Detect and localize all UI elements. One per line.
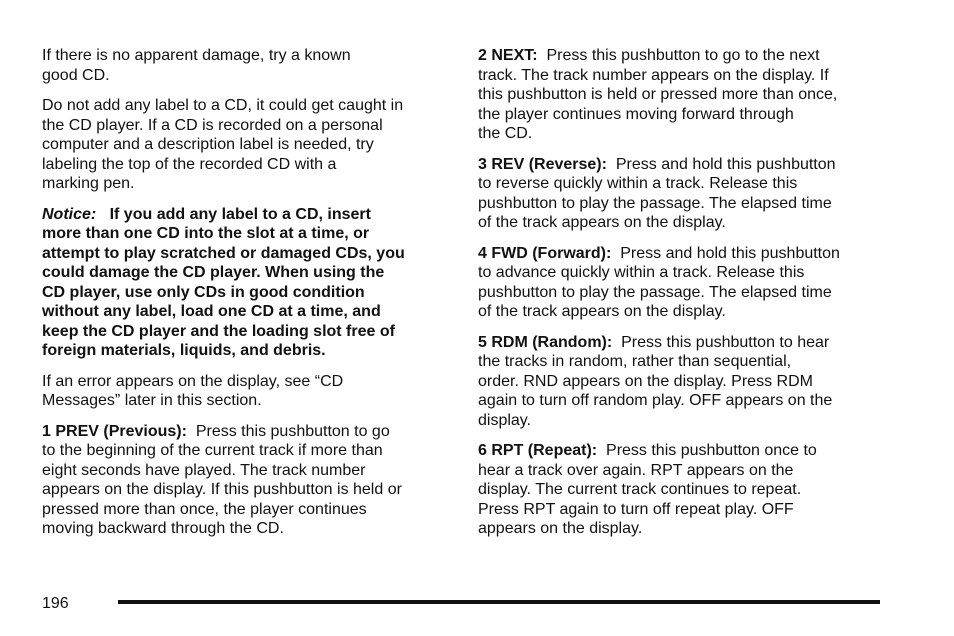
notice-text: If you add any label to a CD, insert — [109, 205, 371, 223]
rpt-text: Press this pushbutton once to — [606, 442, 817, 459]
text-line: Do not add any label to a CD, it could get caught in — [42, 97, 404, 114]
paragraph-prev — [42, 422, 442, 539]
notice-paragraph — [42, 205, 442, 361]
text-line — [478, 46, 888, 66]
text-line: to the beginning of the current track if more than — [42, 442, 383, 459]
right-column — [478, 46, 888, 550]
text-line: the tracks in random, rather than sequential, — [478, 353, 792, 370]
notice-label: Notice: — [42, 205, 97, 223]
paragraph-rpt — [478, 441, 888, 539]
text-line — [42, 205, 442, 225]
rdm-label: 5 RDM (Random): — [478, 333, 613, 351]
text-line: appears on the display. If this pushbutton is held or — [42, 481, 402, 498]
text-line: the CD player. If a CD is recorded on a personal — [42, 116, 383, 134]
paragraph-known-good-cd — [42, 46, 442, 85]
text-line: pressed more than once, the player continues — [42, 500, 367, 518]
text-line: this pushbutton is held or pressed more than once, — [478, 86, 838, 103]
text-line: eight seconds have played. The track number — [42, 461, 366, 479]
fwd-label: 4 FWD (Forward): — [478, 244, 612, 262]
paragraph-rev — [478, 155, 888, 233]
left-column — [42, 46, 442, 550]
text-line: could damage the CD player. When using the — [42, 264, 385, 281]
text-line: keep the CD player and the loading slot free of — [42, 322, 395, 340]
rpt-label: 6 RPT (Repeat): — [478, 442, 598, 459]
fwd-text: Press and hold this pushbutton — [620, 244, 840, 262]
next-text: Press this pushbutton to go to the next — [546, 47, 820, 64]
text-line: good CD. — [42, 66, 110, 84]
text-line: CD player, use only CDs in good condition — [42, 283, 365, 301]
text-line: more than one CD into the slot at a time, or — [42, 225, 370, 242]
prev-label: 1 PREV (Previous): — [42, 422, 187, 440]
text-line: attempt to play scratched or damaged CDs, you — [42, 244, 405, 262]
text-line: If there is no apparent damage, try a known — [42, 47, 351, 64]
next-label: 2 NEXT: — [478, 47, 538, 64]
text-line: pushbutton to play the passage. The elapsed time — [478, 283, 832, 301]
text-line — [478, 244, 888, 264]
paragraph-error — [42, 372, 442, 411]
text-line: the CD. — [478, 125, 533, 142]
paragraph-next — [478, 46, 888, 144]
rev-label: 3 REV (Reverse): — [478, 155, 607, 173]
text-line: to advance quickly within a track. Release this — [478, 264, 805, 281]
text-line: display. — [478, 411, 532, 429]
text-line: Press RPT again to turn off repeat play. OFF — [478, 500, 794, 518]
text-line: again to turn off random play. OFF appears on the — [478, 392, 833, 409]
text-line: display. The current track continues to repeat. — [478, 481, 802, 498]
text-line — [478, 333, 888, 353]
text-line: appears on the display. — [478, 520, 643, 537]
text-line: track. The track number appears on the display. If — [478, 66, 829, 84]
text-line: foreign materials, liquids, and debris. — [42, 342, 326, 359]
paragraph-rdm — [478, 333, 888, 431]
text-line: pushbutton to play the passage. The elapsed time — [478, 194, 832, 212]
text-line — [478, 441, 888, 461]
text-line: of the track appears on the display. — [478, 303, 726, 320]
text-line — [42, 422, 442, 442]
text-line — [478, 155, 888, 175]
footer-rule — [118, 600, 880, 604]
text-line: hear a track over again. RPT appears on the — [478, 461, 794, 479]
text-line: labeling the top of the recorded CD with a — [42, 155, 337, 173]
page-number: 196 — [42, 595, 69, 612]
paragraph-no-label — [42, 96, 442, 194]
text-line: to reverse quickly within a track. Release this — [478, 175, 798, 192]
text-line: marking pen. — [42, 175, 135, 192]
text-line: Messages” later in this section. — [42, 392, 262, 409]
paragraph-fwd — [478, 244, 888, 322]
text-line: computer and a description label is needed, try — [42, 136, 374, 153]
text-line: of the track appears on the display. — [478, 214, 726, 231]
text-line: without any label, load one CD at a time, and — [42, 303, 381, 320]
text-line: If an error appears on the display, see “CD — [42, 372, 344, 390]
rev-text: Press and hold this pushbutton — [615, 155, 836, 173]
rdm-text: Press this pushbutton to hear — [621, 333, 830, 351]
prev-text: Press this pushbutton to go — [195, 422, 390, 440]
text-line: moving backward through the CD. — [42, 520, 284, 537]
text-line: order. RND appears on the display. Press RDM — [478, 372, 813, 390]
text-line: the player continues moving forward through — [478, 105, 794, 123]
